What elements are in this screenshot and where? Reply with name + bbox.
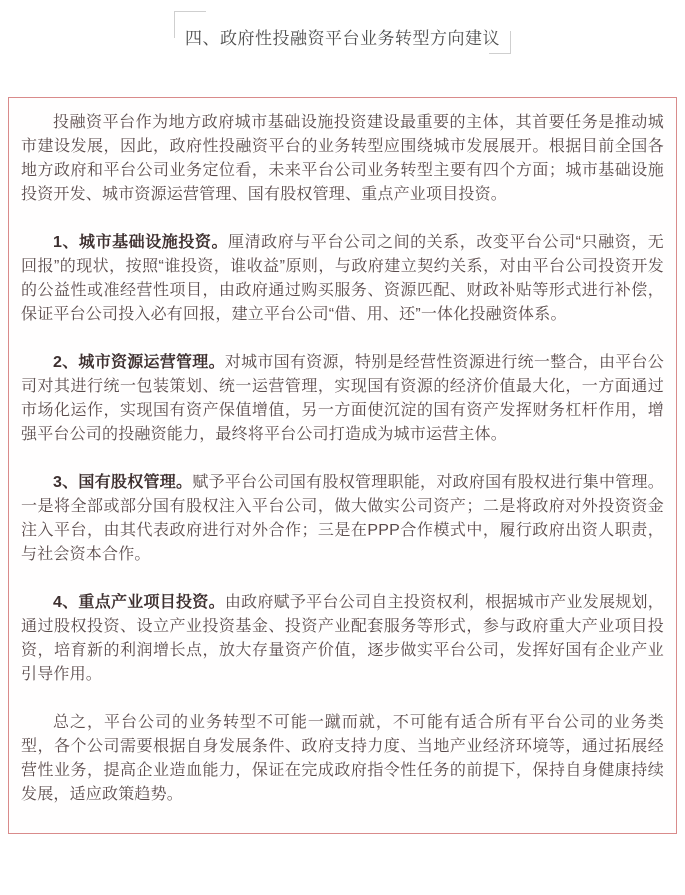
title-wrap — [175, 28, 510, 49]
paragraph — [21, 111, 664, 207]
paragraph-text: 总之，平台公司的业务转型不可能一蹴而就，不可能有适合所有平台公司的业务类型，各个公司需要根据自身发展条件、政府支持力度、当地产业经济环境等，通过拓展经营性业务，提高企业造血能力，保证在完成政府指令性任务的前提下，保持自身健康持续发展，适应政策趋势。 — [21, 714, 664, 803]
article-body — [21, 111, 664, 807]
page-title: 四、政府性投融资平台业务转型方向建议 — [185, 29, 500, 48]
paragraph-text: 由政府赋予平台公司自主投资权利，根据城市产业发展规划，通过股权投资、设立产业投资基金、投资产业配套服务等形式，参与政府重大产业项目投资，培育新的利润增长点，放大存量资产价值，逐步做实平台公司，发挥好国有企业产业引导作用。 — [21, 594, 664, 683]
paragraph-lead: 2、城市资源运营管理。 — [53, 354, 225, 371]
paragraph-lead: 4、重点产业项目投资。 — [53, 594, 225, 611]
paragraph — [21, 711, 664, 807]
paragraph-text: 投融资平台作为地方政府城市基础设施投资建设最重要的主体，其首要任务是推动城市建设发展，因此，政府性投融资平台的业务转型应围绕城市发展展开。根据目前全国各地方政府和平台公司业务定位看，未来平台公司业务转型主要有四个方面；城市基础设施投资开发、城市资源运营管理、国有股权管理、重点产业项目投资。 — [21, 114, 664, 203]
paragraph-text: 厘清政府与平台公司之间的关系，改变平台公司“只融资，无回报”的现状，按照“谁投资，谁收益”原则，与政府建立契约关系，对由平台公司投资开发的公益性或准经营性项目，由政府通过购买服务、资源匹配、财政补贴等形式进行补偿，保证平台公司投入必有回报，建立平台公司“借、用、还”一体化投融资体系。 — [21, 234, 664, 323]
paragraph-lead: 1、城市基础设施投资。 — [53, 234, 229, 251]
paragraph — [21, 471, 664, 567]
paragraph-text: 对城市国有资源，特别是经营性资源进行统一整合，由平台公司对其进行统一包装策划、统一运营管理，实现国有资源的经济价值最大化，一方面通过市场化运作，实现国有资产保值增值，另一方面使沉淀的国有资产发挥财务杠杆作用，增强平台公司的投融资能力，最终将平台公司打造成为城市运营主体。 — [21, 354, 664, 443]
title-row — [0, 28, 685, 49]
paragraph — [21, 591, 664, 687]
paragraph-lead: 3、国有股权管理。 — [53, 474, 193, 491]
paragraph-text: 赋予平台公司国有股权管理职能，对政府国有股权进行集中管理。一是将全部或部分国有股权注入平台公司，做大做实公司资产；二是将政府对外投资资金注入平台，由其代表政府进行对外合作；三是在PPP合作模式中，履行政府出资人职责，与社会资本合作。 — [21, 474, 664, 563]
title-bracket-bottomright-icon — [489, 31, 511, 54]
title-bracket-topleft-icon — [174, 11, 206, 38]
paragraph — [21, 351, 664, 447]
paragraph — [21, 231, 664, 327]
article-box — [8, 97, 677, 834]
